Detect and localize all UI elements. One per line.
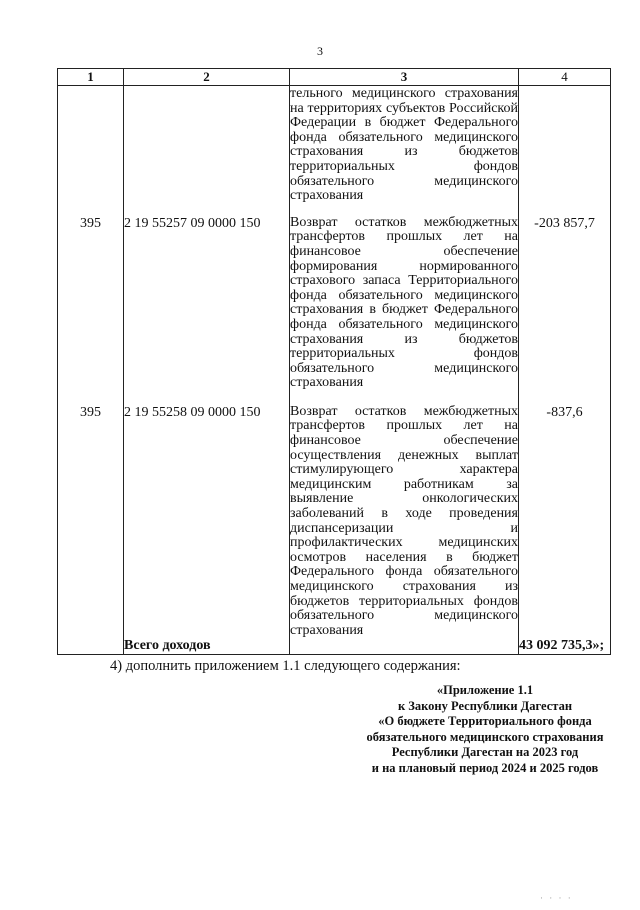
empty-cell bbox=[58, 86, 124, 214]
appendix-line: Республики Дагестан на 2023 год bbox=[391, 745, 579, 759]
table-row bbox=[58, 214, 611, 399]
table-row-continuation bbox=[58, 86, 611, 214]
continued-description: тельного медицинского страхования на территориях субъектов Российской Федерации в бюджет Федерального фонда обязательного медицинского страхования из бюджетов территориальных фондов обязательного медицинского страхования bbox=[290, 86, 519, 214]
empty-cell bbox=[58, 638, 124, 655]
appendix-line: обязательного медицинского страхования bbox=[366, 729, 604, 744]
column-header-2: 2 bbox=[124, 69, 290, 86]
appendix-line: к Закону Республики Дагестан bbox=[397, 698, 573, 713]
appendix-line: «Приложение 1.1 bbox=[436, 683, 534, 697]
total-row bbox=[58, 638, 611, 655]
appendix-line: и на плановый период 2024 и 2025 годов bbox=[371, 760, 599, 775]
column-header-3: 3 bbox=[290, 69, 519, 86]
total-amount: 43 092 735,3»; bbox=[519, 638, 611, 655]
budget-code: 2 19 55258 09 0000 150 bbox=[124, 399, 290, 639]
amount: -203 857,7 bbox=[519, 214, 611, 399]
revenue-description: Возврат остатков межбюджетных трансфертов прошлых лет на финансовое обеспечение осуществления денежных выплат стимулирующего характера медицинским работникам за выявление онкологических заболеваний в ходе проведения диспансеризации и профилактических медицинских осмотров населения в бюджет Федерального фонда обязательного медицинского страхования из бюджетов территориальных фондов обязательного медицинского страхования bbox=[290, 399, 519, 639]
budget-code: 2 19 55257 09 0000 150 bbox=[124, 214, 290, 399]
admin-code: 395 bbox=[58, 399, 124, 639]
amount: -837,6 bbox=[519, 399, 611, 639]
column-header-4: 4 bbox=[519, 69, 611, 86]
page-number: 3 bbox=[317, 44, 323, 58]
column-header-1: 1 bbox=[58, 69, 124, 86]
appendix-heading bbox=[340, 683, 630, 776]
empty-cell bbox=[519, 86, 611, 214]
table-row bbox=[58, 399, 611, 639]
appendix-line: «О бюджете Территориального фонда bbox=[378, 714, 592, 728]
admin-code: 395 bbox=[58, 214, 124, 399]
total-label: Всего доходов bbox=[124, 638, 290, 655]
revenue-table bbox=[57, 68, 611, 655]
table-header-row bbox=[58, 69, 611, 86]
amendment-paragraph: 4) дополнить приложением 1.1 следующего содержания: bbox=[110, 658, 461, 674]
revenue-description: Возврат остатков межбюджетных трансфертов прошлых лет на финансовое обеспечение формирования нормированного страхового запаса Территориального фонда обязательного медицинского страхования в бюджет Федерального фонда обязательного медицинского страхования из бюджетов территориальных фондов обязательного медицинского страхования bbox=[290, 214, 519, 399]
empty-cell bbox=[290, 638, 519, 655]
empty-cell bbox=[124, 86, 290, 214]
scan-noise: · · · · bbox=[540, 893, 573, 903]
